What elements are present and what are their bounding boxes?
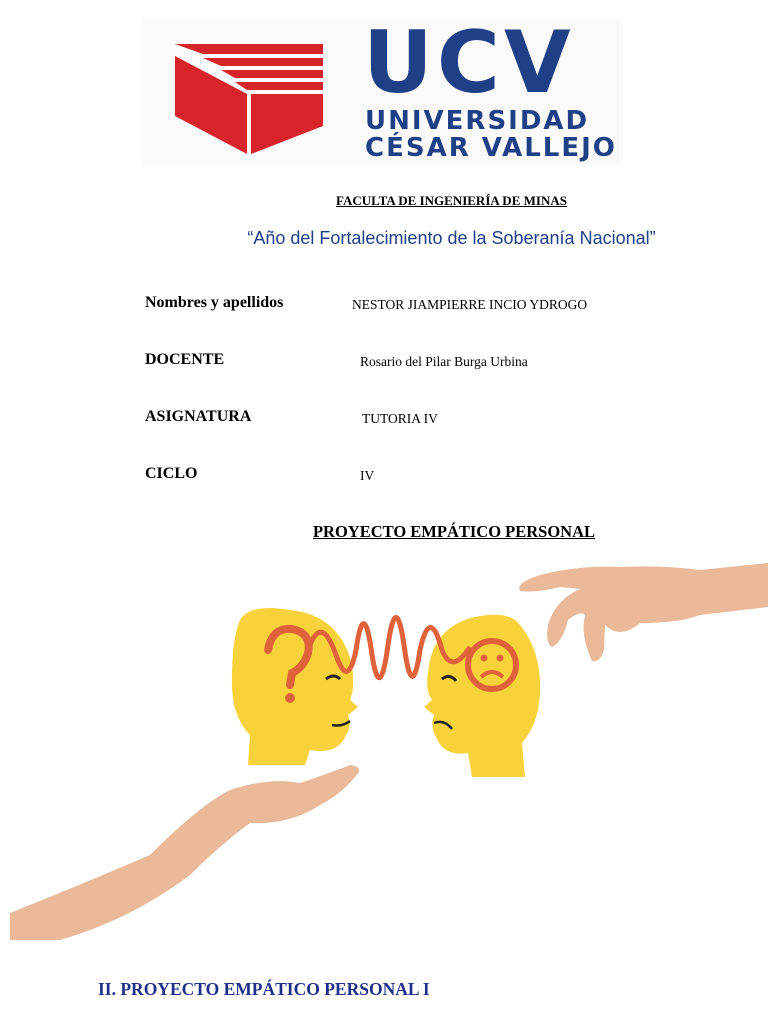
project-title: PROYECTO EMPÁTICO PERSONAL (312, 522, 596, 541)
year-motto: “Año del Fortalecimiento de la Soberanía Nacional” (247, 228, 656, 248)
section-heading: II. PROYECTO EMPÁTICO PERSONAL I (98, 979, 430, 999)
logo-acronym: UCV (363, 13, 575, 113)
field-value-asignatura: TUTORIA IV (362, 411, 438, 426)
faculty-title: FACULTA DE INGENIERÍA DE MINAS (336, 193, 567, 208)
reaching-hand-icon (519, 563, 768, 661)
right-head-icon (424, 615, 540, 777)
university-logo (143, 13, 623, 166)
logo-line-2: CÉSAR VALLEJO (365, 133, 617, 163)
empathy-illustration (0, 555, 768, 955)
field-value-names: NESTOR JIAMPIERRE INCIO YDROGO (352, 297, 588, 312)
field-label-docente: DOCENTE (145, 351, 225, 368)
field-label-ciclo: CICLO (145, 465, 198, 482)
open-hand-icon (10, 765, 359, 940)
field-label-names: Nombres y apellidos (145, 294, 284, 311)
field-value-docente: Rosario del Pilar Burga Urbina (360, 354, 528, 369)
field-value-ciclo: IV (360, 468, 375, 483)
field-label-asignatura: ASIGNATURA (145, 408, 252, 425)
ucv-emblem-icon (173, 36, 333, 156)
logo-line-1: UNIVERSIDAD (365, 106, 590, 136)
